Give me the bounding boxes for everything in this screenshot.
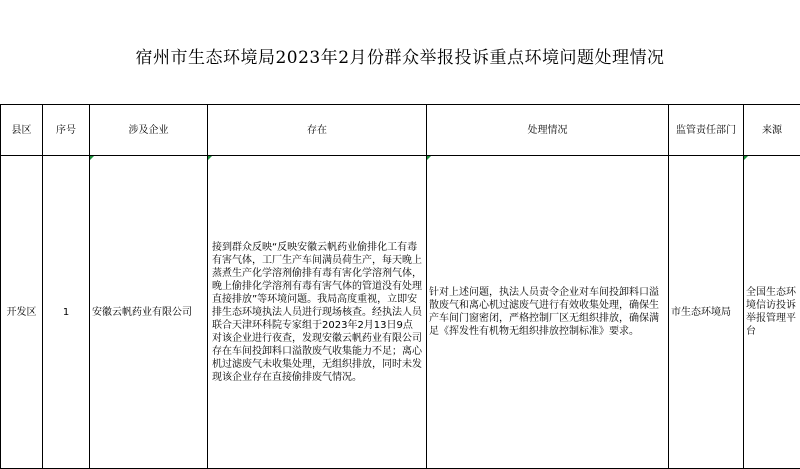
department-text: 市生态环境局 <box>671 306 731 318</box>
county-text: 开发区 <box>6 306 37 318</box>
company-text: 安徽云帆药业有限公司 <box>92 306 192 318</box>
handling-text: 针对上述问题，执法人员责令企业对车间投卸料口溢散废气和离心机过滤废气进行有效收集处理，确保生产车间门窗密闭，严格控制厂区无组织排放，确保满足《挥发性有机物无组织排放控制标准》要求。 <box>429 287 659 337</box>
cell-handling <box>427 156 669 469</box>
cell-source <box>744 156 800 469</box>
source-text: 全国生态环境信访投诉举报管理平台 <box>746 287 796 337</box>
cell-number <box>43 156 90 469</box>
header-company: 涉及企业 <box>90 105 208 156</box>
header-county: 县区 <box>1 105 43 156</box>
header-handling: 处理情况 <box>427 105 669 156</box>
number-text: 1 <box>62 306 70 318</box>
cell-county <box>1 156 43 469</box>
header-department: 监管责任部门 <box>669 105 744 156</box>
table-row <box>1 156 800 469</box>
header-source: 来源 <box>744 105 800 156</box>
cell-issue <box>208 156 427 469</box>
cell-company <box>90 156 208 469</box>
table-header-row <box>1 105 800 156</box>
page-title: 宿州市生态环境局2023年2月份群众举报投诉重点环境问题处理情况 <box>135 47 665 68</box>
complaint-table <box>0 104 800 469</box>
cell-department <box>669 156 744 469</box>
header-issue: 存在 <box>208 105 427 156</box>
header-number: 序号 <box>43 105 90 156</box>
issue-text: 接到群众反映“反映安徽云帆药业偷排化工有毒有害气体，工厂生产车间满员荷生产，每天晚上蒸煮生产化学溶剂偷排有毒有害化学溶剂气体，晚上偷排化学溶剂有毒有害气体的管道没有处理直接排放”等环境问题。我局高度重视，立即安排生态环境执法人员进行现场核查。经执法人员联合天津环科院专家组于2023年2月13日9点对该企业进行夜查，发现安徽云帆药业有限公司存在车间投卸料口溢散废气收集能力不足；离心机过滤废气未收集处理，无组织排放，同时未发现该企业存在直接偷排废气情况。 <box>212 241 422 383</box>
